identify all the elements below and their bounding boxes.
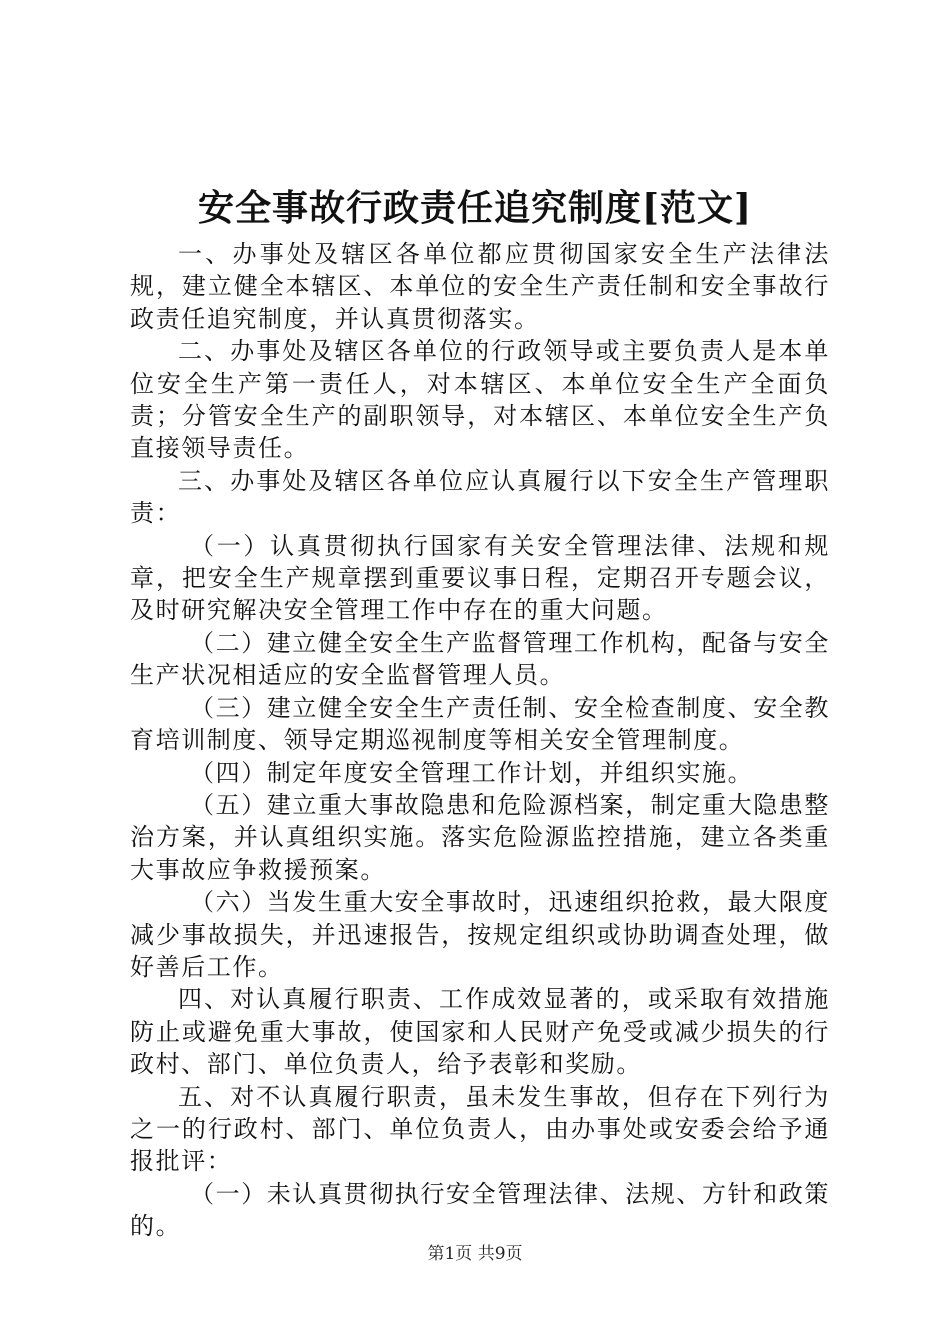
paragraph-3: 三、办事处及辖区各单位应认真履行以下安全生产管理职责：: [130, 466, 830, 528]
paragraph-1: 一、办事处及辖区各单位都应贯彻国家安全生产法律法规，建立健全本辖区、本单位的安全生产责任制和安全事故行政责任追究制度，并认真贯彻落实。: [130, 240, 830, 333]
paragraph-2: 二、办事处及辖区各单位的行政领导或主要负责人是本单位安全生产第一责任人，对本辖区、本单位安全生产全面负责；分管安全生产的副职领导，对本辖区、本单位安全生产负直接领导责任。: [130, 337, 830, 463]
paragraph-4: 四、对认真履行职责、工作成效显著的，或采取有效措施防止或避免重大事故，使国家和人民财产免受或减少损失的行政村、部门、单位负责人，给予表彰和奖励。: [130, 985, 830, 1079]
paragraph-5-item-1: （一）未认真贯彻执行安全管理法律、法规、方针和政策的。: [130, 1179, 830, 1241]
paragraph-3-item-1: （一）认真贯彻执行国家有关安全管理法律、法规和规章，把安全生产规章摆到重要议事日程，定期召开专题会议，及时研究解决安全管理工作中存在的重大问题。: [130, 531, 830, 625]
paragraph-3-item-6: （六）当发生重大安全事故时，迅速组织抢救，最大限度减少事故损失，并迅速报告，按规定组织或协助调查处理，做好善后工作。: [130, 888, 830, 981]
document-body: [130, 238, 830, 1243]
page-footer: 第1页 共9页: [427, 1244, 523, 1264]
paragraph-3-item-4: （四）制定年度安全管理工作计划，并组织实施。: [190, 758, 754, 787]
paragraph-3-item-2: （二）建立健全安全生产监督管理工作机构，配备与安全生产状况相适应的安全监督管理人员。: [130, 628, 830, 690]
paragraph-3-item-5: （五）建立重大事故隐患和危险源档案，制定重大隐患整治方案，并认真组织实施。落实危险源监控措施，建立各类重大事故应争救援预案。: [130, 790, 830, 884]
document-title: 安全事故行政责任追究制度[范文]: [197, 187, 753, 229]
paragraph-3-item-3: （三）建立健全安全生产责任制、安全检查制度、安全教育培训制度、领导定期巡视制度等相关安全管理制度。: [130, 693, 830, 755]
paragraph-5: 五、对不认真履行职责，虽未发生事故，但存在下列行为之一的行政村、部门、单位负责人，由办事处或安委会给予通报批评：: [130, 1082, 830, 1176]
